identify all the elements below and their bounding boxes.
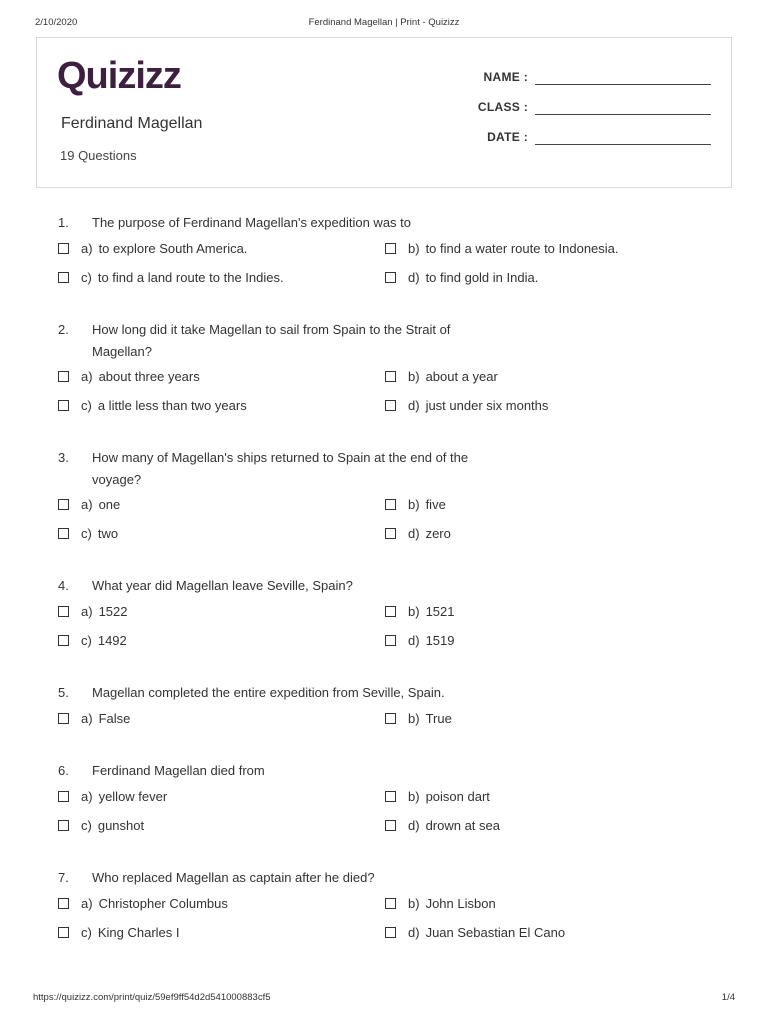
option-letter: d) <box>408 270 420 285</box>
option-text <box>408 711 452 726</box>
option-label: Christopher Columbus <box>98 896 228 911</box>
option-label: King Charles I <box>97 925 180 940</box>
class-line[interactable] <box>535 114 711 115</box>
option-label: 1492 <box>97 633 127 648</box>
option-letter: b) <box>408 241 420 256</box>
checkbox-icon[interactable] <box>385 791 396 802</box>
question-body: How long did it take Magellan to sail from Spain to the Strait of Magellan? <box>92 322 451 359</box>
option-letter: b) <box>408 497 420 512</box>
page-number: 1/4 <box>721 992 735 1003</box>
option-text <box>408 270 538 285</box>
option-label: two <box>97 526 119 541</box>
option-text <box>81 711 130 726</box>
question-body: How many of Magellan's ships returned to Spain at the end of the voyage? <box>92 450 469 487</box>
option-letter: c) <box>81 398 92 413</box>
option-label: one <box>98 497 121 512</box>
option-label: to explore South America. <box>98 241 248 256</box>
checkbox-icon[interactable] <box>385 272 396 283</box>
question-body: What year did Magellan leave Seville, Spain? <box>92 578 353 593</box>
option-text <box>408 789 490 804</box>
question-body: Ferdinand Magellan died from <box>92 763 265 778</box>
question-text <box>58 212 498 234</box>
option-text <box>408 633 454 648</box>
option-letter: a) <box>81 896 93 911</box>
option-text <box>81 789 167 804</box>
question-number: 5. <box>58 685 69 700</box>
question-text <box>58 319 498 363</box>
option-letter: a) <box>81 241 93 256</box>
checkbox-icon[interactable] <box>385 371 396 382</box>
name-line[interactable] <box>535 84 711 85</box>
question-number: 4. <box>58 578 69 593</box>
option-label: drown at sea <box>425 818 500 833</box>
checkbox-icon[interactable] <box>58 371 69 382</box>
question-body: Magellan completed the entire expedition from Seville, Spain. <box>92 685 445 700</box>
option-label: to find gold in India. <box>425 270 539 285</box>
question-body: Who replaced Magellan as captain after he died? <box>92 870 375 885</box>
option-label: Juan Sebastian El Cano <box>425 925 566 940</box>
checkbox-icon[interactable] <box>58 606 69 617</box>
checkbox-icon[interactable] <box>58 635 69 646</box>
option-text <box>81 604 127 619</box>
option-label: yellow fever <box>98 789 168 804</box>
option-text <box>81 526 118 541</box>
option-letter: c) <box>81 818 92 833</box>
quiz-title: Ferdinand Magellan <box>61 115 203 132</box>
option-text <box>81 633 127 648</box>
question-text <box>58 682 498 704</box>
print-header <box>35 17 733 31</box>
option-letter: a) <box>81 789 93 804</box>
question-body: The purpose of Ferdinand Magellan's expedition was to <box>92 215 412 230</box>
option-label: 1522 <box>98 604 128 619</box>
option-label: poison dart <box>425 789 490 804</box>
option-text <box>408 896 496 911</box>
question-number: 7. <box>58 870 69 885</box>
option-label: True <box>425 711 452 726</box>
option-text <box>408 241 619 256</box>
option-letter: a) <box>81 711 93 726</box>
option-text <box>81 925 180 940</box>
option-label: about three years <box>98 369 200 384</box>
option-letter: d) <box>408 818 420 833</box>
class-label: CLASS : <box>477 100 528 114</box>
option-label: 1521 <box>425 604 455 619</box>
option-label: just under six months <box>425 398 549 413</box>
option-text <box>81 369 200 384</box>
checkbox-icon[interactable] <box>58 243 69 254</box>
option-letter: a) <box>81 497 93 512</box>
checkbox-icon[interactable] <box>385 606 396 617</box>
option-letter: a) <box>81 604 93 619</box>
checkbox-icon[interactable] <box>385 400 396 411</box>
option-letter: d) <box>408 526 420 541</box>
option-label: John Lisbon <box>425 896 496 911</box>
option-letter: c) <box>81 270 92 285</box>
option-letter: d) <box>408 398 420 413</box>
option-text <box>408 604 454 619</box>
option-label: a little less than two years <box>97 398 247 413</box>
option-letter: c) <box>81 526 92 541</box>
option-text <box>408 925 565 940</box>
question-number: 2. <box>58 322 69 337</box>
option-letter: d) <box>408 633 420 648</box>
option-text <box>81 497 120 512</box>
checkbox-icon[interactable] <box>385 898 396 909</box>
option-letter: b) <box>408 789 420 804</box>
question-count: 19 Questions <box>60 148 137 163</box>
option-letter: c) <box>81 925 92 940</box>
option-label: 1519 <box>425 633 455 648</box>
checkbox-icon[interactable] <box>58 400 69 411</box>
quizizz-logo <box>57 56 197 96</box>
question-number: 3. <box>58 450 69 465</box>
option-text <box>81 270 284 285</box>
date-line[interactable] <box>535 144 711 145</box>
option-label: zero <box>425 526 451 541</box>
checkbox-icon[interactable] <box>58 820 69 831</box>
question-number: 6. <box>58 763 69 778</box>
question-text <box>58 760 498 782</box>
question-text <box>58 575 498 597</box>
date-label: DATE : <box>487 130 528 144</box>
print-url: https://quizizz.com/print/quiz/59ef9ff54d2d541000883cf5 <box>33 992 271 1003</box>
option-letter: c) <box>81 633 92 648</box>
option-label: to find a land route to the Indies. <box>97 270 284 285</box>
checkbox-icon[interactable] <box>385 635 396 646</box>
name-label: NAME : <box>483 70 528 84</box>
checkbox-icon[interactable] <box>58 499 69 510</box>
option-label: about a year <box>425 369 498 384</box>
option-text <box>408 818 500 833</box>
checkbox-icon[interactable] <box>58 927 69 938</box>
print-title: Ferdinand Magellan | Print - Quizizz <box>308 17 460 28</box>
question-text <box>58 867 498 889</box>
checkbox-icon[interactable] <box>385 713 396 724</box>
checkbox-icon[interactable] <box>58 898 69 909</box>
option-text <box>408 398 548 413</box>
checkbox-icon[interactable] <box>385 499 396 510</box>
option-text <box>408 526 451 541</box>
option-text <box>408 369 498 384</box>
option-text <box>81 241 247 256</box>
checkbox-icon[interactable] <box>58 272 69 283</box>
option-label: gunshot <box>97 818 145 833</box>
option-label: five <box>425 497 446 512</box>
print-date: 2/10/2020 <box>35 17 78 28</box>
checkbox-icon[interactable] <box>58 791 69 802</box>
question-number: 1. <box>58 215 69 230</box>
option-letter: b) <box>408 369 420 384</box>
option-letter: b) <box>408 604 420 619</box>
option-label: False <box>98 711 131 726</box>
checkbox-icon[interactable] <box>58 713 69 724</box>
option-text <box>408 497 446 512</box>
option-text <box>81 896 228 911</box>
checkbox-icon[interactable] <box>385 927 396 938</box>
question-text <box>58 447 498 491</box>
checkbox-icon[interactable] <box>385 820 396 831</box>
option-label: to find a water route to Indonesia. <box>425 241 619 256</box>
checkbox-icon[interactable] <box>385 243 396 254</box>
checkbox-icon[interactable] <box>385 528 396 539</box>
svg-text:Quizizz: Quizizz <box>57 56 181 96</box>
option-letter: b) <box>408 896 420 911</box>
print-footer <box>33 992 735 1006</box>
option-letter: d) <box>408 925 420 940</box>
option-text <box>81 398 247 413</box>
option-letter: a) <box>81 369 93 384</box>
option-letter: b) <box>408 711 420 726</box>
checkbox-icon[interactable] <box>58 528 69 539</box>
option-text <box>81 818 144 833</box>
